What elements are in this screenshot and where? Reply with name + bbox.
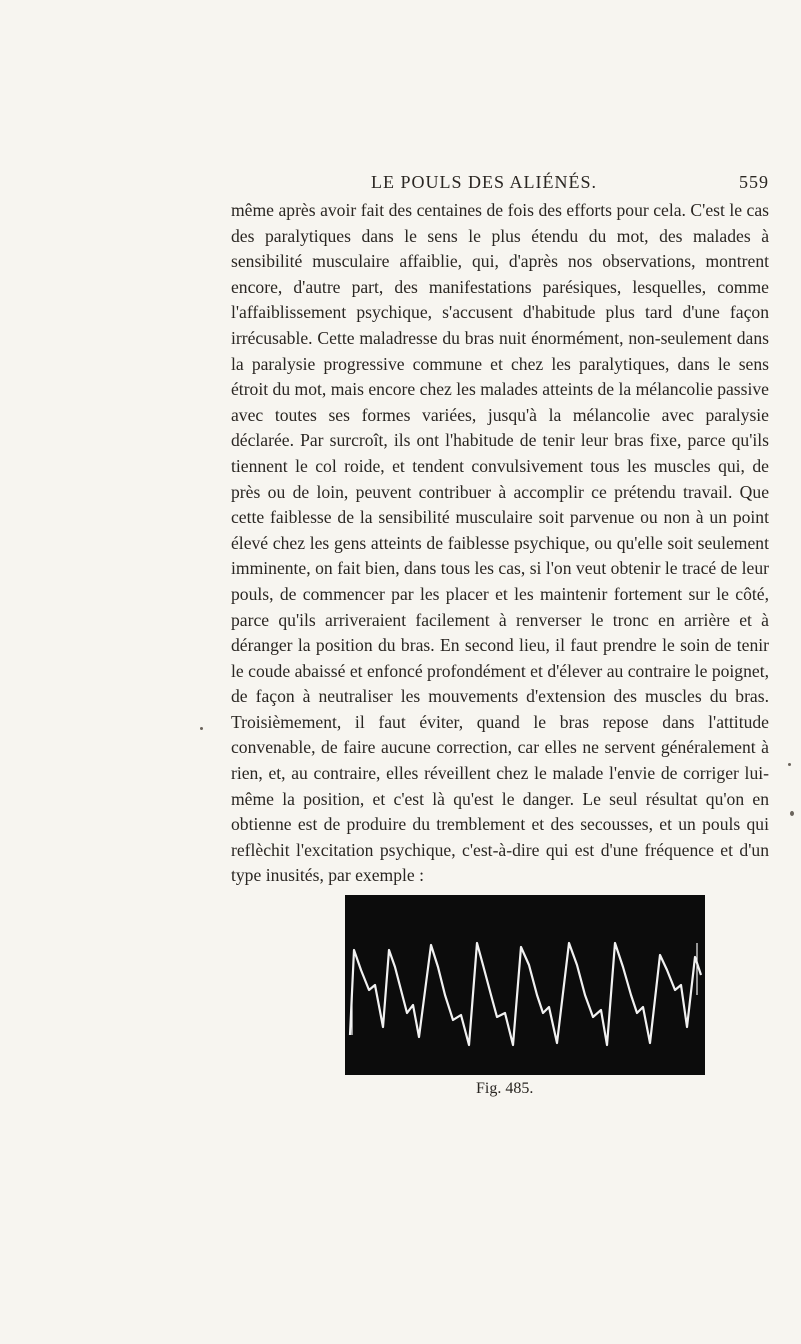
paper-speck [790,811,794,816]
paragraph: même après avoir fait des centaines de fois des efforts pour cela. C'est le cas des paralytiques dans le sens le plus étendu du mot, des malades à sensibilité musculaire affaiblie, qui, d'après nos observations, montrent encore, d'autre part, des manifestations parésiques, lesquelles, comme l'affaiblissement psychique, s'accusent d'habitude plus tard d'une façon irrécusable. Cette maladresse du bras nuit énormément, non-seulement dans la paralysie progressive commune et chez les paralytiques, dans le sens étroit du mot, mais encore chez les malades atteints de la mélancolie passive avec toutes ses formes variées, jusqu'à la mélancolie avec paralysie déclarée. Par surcroît, ils ont l'habitude de tenir leur bras fixe, parce qu'ils tiennent le col roide, et tendent convulsivement tous les muscles qui, de près ou de loin, peuvent contribuer à accomplir ce prétendu travail. Que cette faiblesse de la sensibilité musculaire soit parvenue ou non à un point élevé chez les gens atteints de faiblesse psychique, ou qu'elle soit seulement imminente, on fait bien, dans tous les cas, si l'on veut obtenir le tracé de leur pouls, de commencer par les placer et les maintenir fortement sur le côté, parce qu'ils arriveraient facilement à renverser le tronc en arrière et à déranger la position du bras. En second lieu, il faut prendre le soin de tenir le coude abaissé et enfoncé profondément et d'élever au contraire le poignet, de façon à neutraliser les mouvements d'extension des muscles du bras. Troisièmement, il faut éviter, quand le bras repose dans l'attitude convenable, de faire aucune correction, car elles ne servent généralement à rien, et, au contraire, elles réveillent chez le malade l'envie de corriger lui-même la position, et c'est là qu'est le danger. Le seul résultat qu'on en obtienne est de produire du tremblement et des secousses, et un pouls qui reflèchit l'excitation psychique, c'est-à-dire qui est d'une fréquence et d'un type inusités, par exemple : [231,200,769,886]
running-header [231,172,769,196]
paper-speck [788,763,791,766]
page-number: 559 [739,172,769,192]
pulse-tracing-figure [345,895,705,1080]
figure-caption: Fig. 485. [476,1080,534,1097]
running-title: LE POULS DES ALIÉNÉS. [371,172,598,192]
paper-speck [200,727,203,730]
body-text [231,198,769,889]
pulse-tracing-image [345,895,705,1080]
